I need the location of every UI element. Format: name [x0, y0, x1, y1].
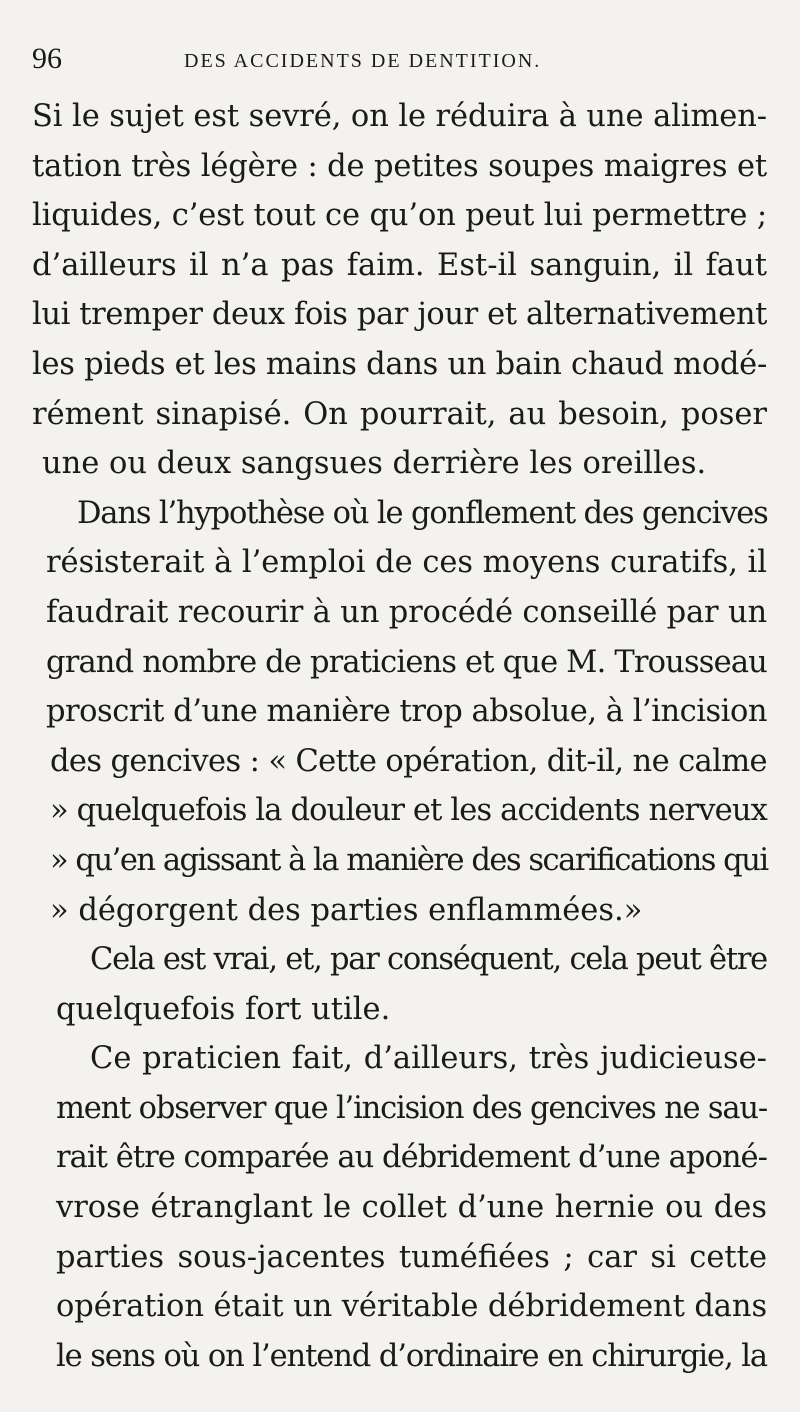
running-title: DES ACCIDENTS DE DENTITION.: [184, 50, 542, 72]
text-line: les pieds et les mains dans un bain chaud modé-: [32, 346, 767, 382]
text-line: lui tremper deux fois par jour et alternativement: [32, 297, 767, 333]
text-line: parties sous-jacentes tuméfiées ; car si cette: [56, 1239, 767, 1275]
text-line: rait être comparée au débridement d’une aponé-: [56, 1140, 767, 1176]
text-line: grand nombre de praticiens et que M. Trousseau: [46, 644, 767, 680]
page-number: 96: [32, 42, 62, 75]
text-line: liquides, c’est tout ce qu’on peut lui permettre ;: [32, 198, 767, 234]
text-line: » qu’en agissant à la manière des scarifications qui: [50, 842, 768, 878]
text-line: ment observer que l’incision des gencives ne sau-: [56, 1090, 767, 1126]
text-line: une ou deux sangsues derrière les oreilles.: [42, 446, 707, 482]
page-header: [32, 42, 760, 82]
text-line: proscrit d’une manière trop absolue, à l’incision: [46, 694, 767, 730]
paragraph: [32, 489, 767, 935]
text-line: Dans l’hypothèse où le gonflement des gencives: [77, 495, 768, 531]
body-text: [32, 92, 767, 1381]
text-line: Ce praticien fait, d’ailleurs, très judicieuse-: [90, 1041, 767, 1077]
text-line: vrose étranglant le collet d’une hernie ou des: [56, 1190, 767, 1226]
text-line: faudrait recourir à un procédé conseillé par un: [46, 594, 767, 630]
text-line: Si le sujet est sevré, on le réduira à une alimen-: [32, 99, 767, 134]
text-line: Cela est vrai, et, par conséquent, cela peut être: [90, 942, 767, 978]
text-line: le sens où on l’entend d’ordinaire en chirurgie, la: [56, 1338, 767, 1374]
text-line: résisterait à l’emploi de ces moyens curatifs, il: [46, 545, 767, 581]
text-line: » quelquefois la douleur et les accidents nerveux: [50, 793, 767, 829]
text-line: » dégorgent des parties enflammées.»: [50, 892, 643, 928]
paragraph: [32, 92, 767, 489]
text-line: rément sinapisé. On pourrait, au besoin, poser: [32, 396, 767, 432]
text-line: d’ailleurs il n’a pas faim. Est-il sanguin, il faut: [32, 247, 767, 283]
text-line: des gencives : « Cette opération, dit-il, ne calme: [50, 743, 767, 779]
text-line: opération était un véritable débridement dans: [56, 1289, 767, 1325]
text-line: quelquefois fort utile.: [56, 991, 391, 1027]
paragraph: [32, 935, 767, 1034]
paragraph: [32, 1034, 767, 1381]
text-line: tation très légère : de petites soupes maigres et: [32, 148, 767, 184]
